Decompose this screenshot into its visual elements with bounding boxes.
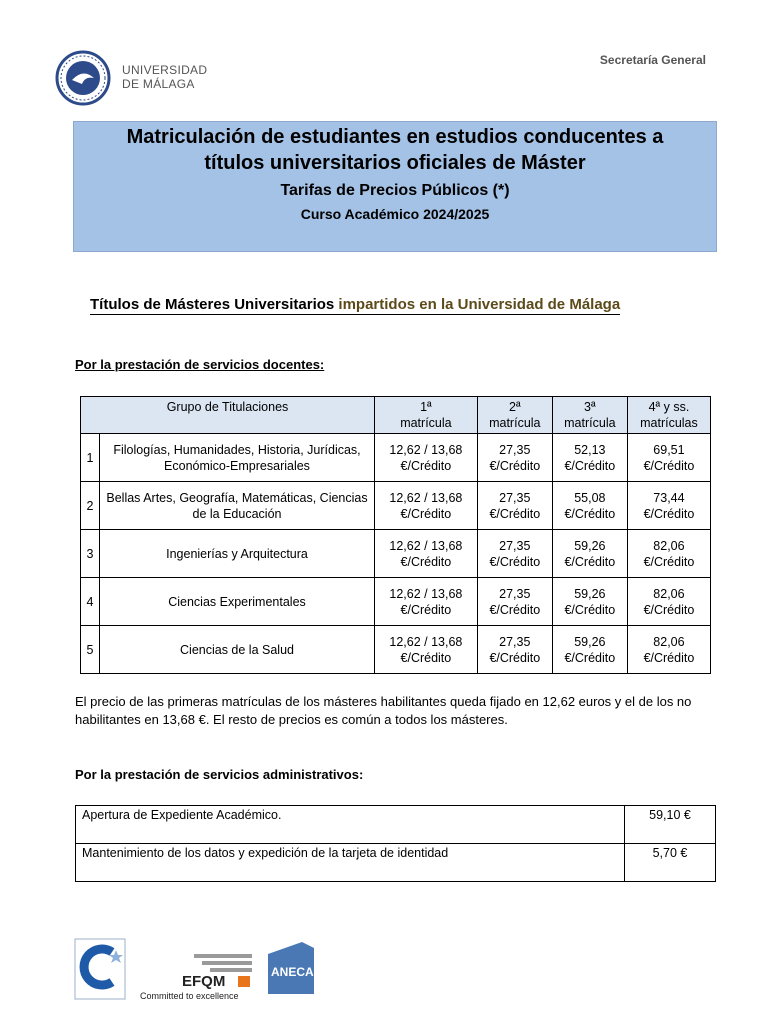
row-number: 2 — [81, 482, 100, 530]
admin-label: Por la prestación de servicios administrativos: — [75, 767, 364, 782]
title-box — [73, 121, 717, 252]
row-number: 4 — [81, 578, 100, 626]
row-m4: 82,06 €/Crédito — [627, 626, 710, 674]
row-number: 1 — [81, 434, 100, 482]
admin-price: 59,10 € — [625, 806, 716, 844]
title-curso: Curso Académico 2024/2025 — [300, 206, 490, 222]
row-m2: 27,35 €/Crédito — [477, 578, 552, 626]
header-m1: 1ª matrícula — [375, 397, 478, 434]
row-m3: 59,26 €/Crédito — [552, 626, 627, 674]
university-seal-icon — [52, 50, 114, 106]
row-group: Ciencias Experimentales — [100, 578, 375, 626]
university-name-line1: UNIVERSIDAD — [122, 63, 208, 77]
row-number: 3 — [81, 530, 100, 578]
row-m2: 27,35 €/Crédito — [477, 434, 552, 482]
row-number: 5 — [81, 626, 100, 674]
university-name — [122, 63, 207, 91]
row-group: Ingenierías y Arquitectura — [100, 530, 375, 578]
table-row — [81, 482, 711, 530]
row-m4: 82,06 €/Crédito — [627, 578, 710, 626]
row-m3: 52,13 €/Crédito — [552, 434, 627, 482]
row-m1: 12,62 / 13,68 €/Crédito — [375, 482, 478, 530]
title-line1: Matriculación de estudiantes en estudios conducentes a — [126, 126, 664, 148]
row-m3: 55,08 €/Crédito — [552, 482, 627, 530]
header-group: Grupo de Titulaciones — [81, 397, 375, 434]
footer-logos — [74, 938, 354, 1002]
aneca-text: ANECA — [271, 965, 314, 979]
row-m2: 27,35 €/Crédito — [477, 482, 552, 530]
teaching-fees-table — [80, 396, 711, 674]
row-m2: 27,35 €/Crédito — [477, 626, 552, 674]
title-tarifas: Tarifas de Precios Públicos (*) — [280, 182, 510, 199]
row-m4: 69,51 €/Crédito — [627, 434, 710, 482]
efqm-text: EFQM — [182, 973, 226, 990]
quality-logos-icon — [74, 938, 354, 1002]
teaching-label: Por la prestación de servicios docentes: — [75, 357, 325, 372]
subtitle-part2: impartidos en la Universidad de Málaga — [338, 296, 621, 313]
header-m4: 4ª y ss. matrículas — [627, 397, 710, 434]
row-group: Bellas Artes, Geografía, Matemáticas, Ciencias de la Educación — [100, 482, 375, 530]
table-row — [81, 530, 711, 578]
efqm-tagline: Committed to excellence — [140, 991, 239, 1001]
row-m2: 27,35 €/Crédito — [477, 530, 552, 578]
row-m1: 12,62 / 13,68 €/Crédito — [375, 578, 478, 626]
secretaria-label: Secretaría General — [599, 53, 706, 67]
table-row — [76, 844, 716, 882]
header-m3: 3ª matrícula — [552, 397, 627, 434]
row-group: Filologías, Humanidades, Historia, Jurídicas, Económico-Empresariales — [100, 434, 375, 482]
row-group: Ciencias de la Salud — [100, 626, 375, 674]
table-header-row — [81, 397, 711, 434]
row-m3: 59,26 €/Crédito — [552, 578, 627, 626]
row-m1: 12,62 / 13,68 €/Crédito — [375, 530, 478, 578]
title-line2: títulos universitarios oficiales de Máster — [204, 152, 586, 174]
admin-item: Apertura de Expediente Académico. — [76, 806, 625, 844]
row-m4: 82,06 €/Crédito — [627, 530, 710, 578]
table-row — [76, 806, 716, 844]
pricing-note: El precio de las primeras matrículas de los másteres habilitantes queda fijado en 12,62 euros y el de los no habilitantes en 13,68 €. El resto de precios es común a todos los másteres. — [75, 694, 692, 727]
subtitle-part1: Títulos de Másteres Universitarios — [90, 296, 339, 313]
university-name-line2: DE MÁLAGA — [122, 77, 195, 91]
table-row — [81, 434, 711, 482]
admin-item: Mantenimiento de los datos y expedición de la tarjeta de identidad — [76, 844, 625, 882]
table-row — [81, 578, 711, 626]
admin-fees-table — [75, 805, 716, 882]
header-m2: 2ª matrícula — [477, 397, 552, 434]
table-row — [81, 626, 711, 674]
section-subtitle — [90, 296, 620, 313]
row-m3: 59,26 €/Crédito — [552, 530, 627, 578]
admin-price: 5,70 € — [625, 844, 716, 882]
row-m1: 12,62 / 13,68 €/Crédito — [375, 626, 478, 674]
row-m1: 12,62 / 13,68 €/Crédito — [375, 434, 478, 482]
row-m4: 73,44 €/Crédito — [627, 482, 710, 530]
